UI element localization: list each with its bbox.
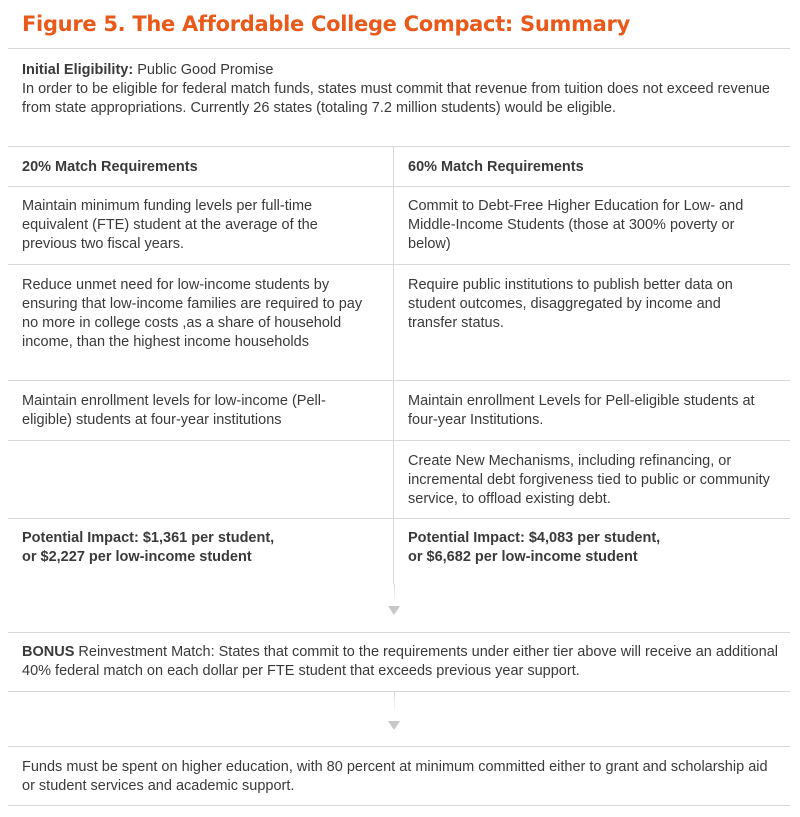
eligibility-description: In order to be eligible for federal match funds, states must commit that revenue from tuition does not exceed revenue from state appropriations. Currently 26 states (totaling 7.2 million students) would be eligible. <box>22 81 770 116</box>
bonus-label: BONUS <box>22 644 75 660</box>
row-1-right: Commit to Debt-Free Higher Education for Low- and Middle-Income Students (those at 300% poverty or below) <box>408 198 744 252</box>
left-column-header: 20% Match Requirements <box>22 159 198 175</box>
impact-left <box>22 529 382 567</box>
divider <box>8 380 790 381</box>
column-divider-fade <box>394 584 395 604</box>
row-3-left: Maintain enrollment levels for low-income (Pell-eligible) students at four-year institutions <box>22 393 326 428</box>
impact-right <box>408 529 778 567</box>
impact-left-line1: Potential Impact: $1,361 per student, <box>22 530 275 546</box>
row-4-right: Create New Mechanisms, including refinancing, or incremental debt forgiveness tied to public or community service, to offload existing debt. <box>408 453 770 507</box>
divider <box>8 746 790 747</box>
down-arrow-icon <box>388 721 400 730</box>
divider <box>8 146 790 147</box>
row-3-right: Maintain enrollment Levels for Pell-eligible students at four-year Institutions. <box>408 393 755 428</box>
down-arrow-icon <box>388 606 400 615</box>
impact-left-line2: or $2,227 per low-income student <box>22 549 252 565</box>
bonus-text: Reinvestment Match: States that commit to the requirements under either tier above will receive an additional 40% federal match on each dollar per FTE student that exceeds previous year support. <box>22 644 778 679</box>
divider <box>8 691 790 692</box>
eligibility-value: Public Good Promise <box>137 62 274 78</box>
right-column-header: 60% Match Requirements <box>408 159 584 175</box>
divider <box>8 48 790 49</box>
connector-fade <box>394 692 395 714</box>
impact-right-line1: Potential Impact: $4,083 per student, <box>408 530 661 546</box>
divider <box>8 805 790 806</box>
figure-title: Figure 5. The Affordable College Compact: Summary <box>22 12 630 36</box>
funds-text: Funds must be spent on higher education, with 80 percent at minimum committed either to grant and scholarship aid or student services and academic support. <box>22 759 768 794</box>
eligibility-label: Initial Eligibility: <box>22 62 134 78</box>
bonus-block <box>22 643 782 681</box>
row-2-right: Require public institutions to publish better data on student outcomes, disaggregated by income and transfer status. <box>408 277 733 331</box>
row-2-left: Reduce unmet need for low-income students by ensuring that low-income families are required to pay no more in college costs ,as a share of household income, than the highest income households <box>22 277 363 350</box>
divider <box>8 518 790 519</box>
divider <box>8 632 790 633</box>
impact-right-line2: or $6,682 per low-income student <box>408 549 638 565</box>
divider <box>8 440 790 441</box>
eligibility-block <box>22 61 777 118</box>
divider <box>8 264 790 265</box>
divider <box>8 186 790 187</box>
row-1-left: Maintain minimum funding levels per full-time equivalent (FTE) student at the average of the previous two fiscal years. <box>22 198 318 252</box>
